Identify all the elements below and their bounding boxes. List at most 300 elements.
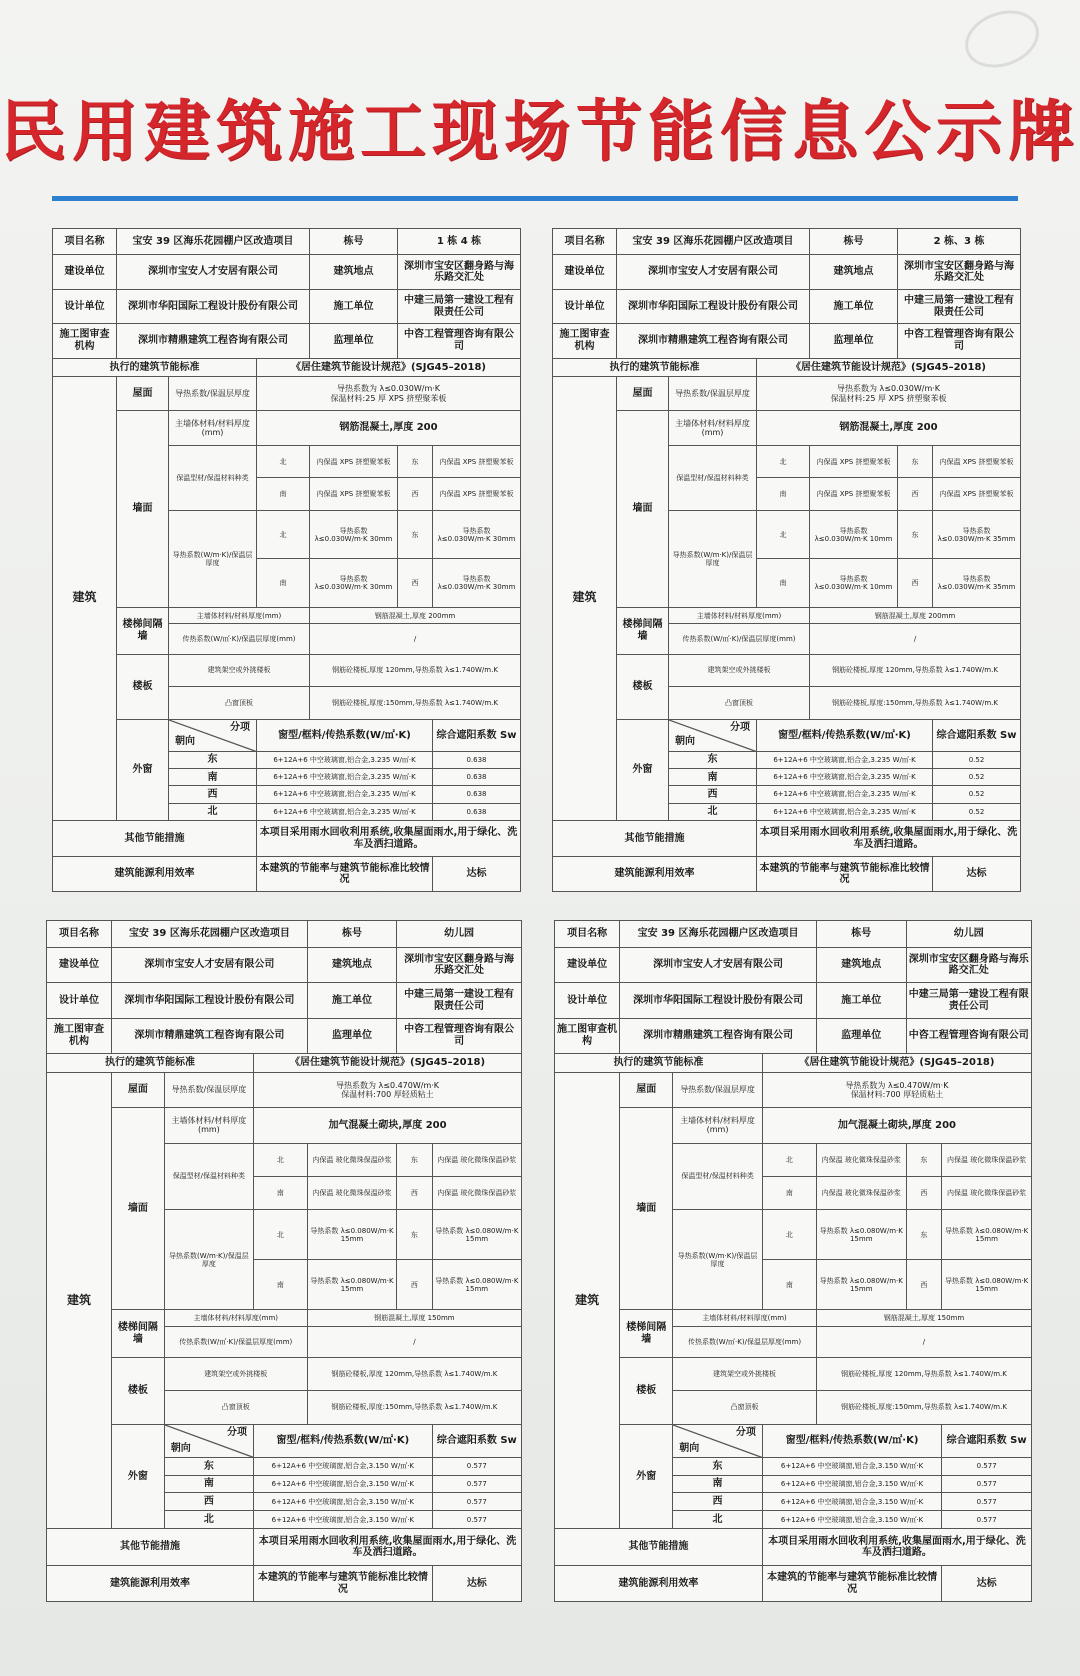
project-name-value: 宝安 39 区海乐花园棚户区改造项目 bbox=[111, 921, 307, 948]
window-dir: 南 bbox=[673, 1475, 763, 1493]
floor-item-overhang: 建筑架空或外挑楼板 bbox=[164, 1358, 307, 1391]
contractor-label: 施工单位 bbox=[307, 983, 396, 1018]
conductivity-label: 导热系数(W/m·K)/保温层厚度 bbox=[673, 1210, 763, 1310]
building-section-label: 建筑 bbox=[555, 1072, 620, 1528]
window-sub-label: 分项 bbox=[227, 1426, 248, 1438]
standard-label: 执行的建筑节能标准 bbox=[47, 1054, 254, 1073]
insulation-type-label: 保温型材/保温材料种类 bbox=[164, 1143, 253, 1210]
wall-north-label: 北 bbox=[254, 1143, 308, 1176]
stair-heat-label: 传热系数(W/㎡·K)/保温层厚度(mm) bbox=[669, 624, 810, 654]
standard-value: 《居住建筑节能设计规范》(SJG45–2018) bbox=[254, 1054, 522, 1073]
insulation-west: 内保温 XPS 挤塑聚苯板 bbox=[933, 478, 1021, 510]
floor-item-overhang: 建筑架空或外挑楼板 bbox=[673, 1358, 817, 1391]
review-label: 施工图审查机构 bbox=[47, 1018, 112, 1053]
cond-north-label: 北 bbox=[254, 1210, 308, 1260]
cond-west-label: 西 bbox=[397, 1260, 433, 1310]
building-no-label: 栋号 bbox=[307, 921, 396, 948]
stair-wall-label: 楼梯间隔墙 bbox=[617, 608, 669, 655]
conductivity-north: 导热系数 λ≤0.030W/m·K 30mm bbox=[310, 510, 398, 559]
cond-south-label: 南 bbox=[757, 559, 810, 608]
conductivity-east: 导热系数 λ≤0.030W/m·K 30mm bbox=[433, 510, 521, 559]
info-table-kindergarten-left bbox=[46, 920, 522, 1602]
wall-material-label: 主墙体材料/材料厚度(mm) bbox=[164, 1108, 253, 1143]
roof-value-conductivity: 导热系数为 λ≤0.470W/m·K bbox=[845, 1080, 949, 1090]
watermark-logo-icon bbox=[957, 1, 1047, 78]
window-spec-header: 窗型/框料/传热系数(W/㎡·K) bbox=[757, 719, 933, 751]
conductivity-label: 导热系数(W/m·K)/保温层厚度 bbox=[164, 1210, 253, 1310]
roof-value-conductivity: 导热系数为 λ≤0.470W/m·K bbox=[335, 1080, 440, 1090]
stair-wall-label: 楼梯间隔墙 bbox=[117, 608, 169, 655]
conductivity-label: 导热系数(W/m·K)/保温层厚度 bbox=[169, 510, 257, 607]
insulation-type-label: 保温型材/保温材料种类 bbox=[169, 445, 257, 510]
wall-material-label: 主墙体材料/材料厚度(mm) bbox=[673, 1108, 763, 1143]
project-name-label: 项目名称 bbox=[555, 921, 620, 948]
window-sw: 0.52 bbox=[933, 803, 1021, 820]
efficiency-label: 建筑能源利用效率 bbox=[553, 857, 757, 892]
supervisor-value: 中咨工程管理咨询有限公司 bbox=[398, 324, 521, 358]
conductivity-south: 导热系数 λ≤0.080W/m·K 15mm bbox=[816, 1260, 906, 1310]
insulation-south: 内保温 玻化微珠保温砂浆 bbox=[816, 1176, 906, 1209]
designer-value: 深圳市华阳国际工程设计股份有限公司 bbox=[111, 983, 307, 1018]
window-orient-label: 朝向 bbox=[679, 1442, 700, 1454]
project-name-value: 宝安 39 区海乐花园棚户区改造项目 bbox=[620, 921, 817, 948]
other-measures-label: 其他节能措施 bbox=[553, 820, 757, 856]
review-label: 施工图审查机构 bbox=[53, 324, 117, 358]
standard-value: 《居住建筑节能设计规范》(SJG45–2018) bbox=[257, 358, 521, 376]
window-spec: 6+12A+6 中空玻璃窗,铝合金,3.150 W/㎡·K bbox=[254, 1458, 433, 1476]
wall-north-label: 北 bbox=[257, 445, 310, 477]
insulation-type-label: 保温型材/保温材料种类 bbox=[669, 445, 757, 510]
wall-west-label: 西 bbox=[397, 1176, 433, 1209]
review-value: 深圳市精鼎建筑工程咨询有限公司 bbox=[111, 1018, 307, 1053]
standard-label: 执行的建筑节能标准 bbox=[53, 358, 257, 376]
insulation-type-label: 保温型材/保温材料种类 bbox=[673, 1143, 763, 1210]
other-measures-value: 本项目采用雨水回收利用系统,收集屋面雨水,用于绿化、洗车及洒扫道路。 bbox=[757, 820, 1021, 856]
wall-material-label: 主墙体材料/材料厚度(mm) bbox=[169, 411, 257, 445]
contractor-value: 中建三局第一建设工程有限责任公司 bbox=[398, 289, 521, 323]
standard-value: 《居住建筑节能设计规范》(SJG45–2018) bbox=[757, 358, 1021, 376]
floor-value-overhang: 钢筋砼楼板,厚度 120mm,导热系数 λ≤1.740W/m.K bbox=[816, 1358, 1031, 1391]
window-spec: 6+12A+6 中空玻璃窗,铝合金,3.235 W/㎡·K bbox=[757, 751, 933, 768]
site-label: 建筑地点 bbox=[307, 948, 396, 983]
window-dir: 北 bbox=[673, 1511, 763, 1529]
window-label: 外窗 bbox=[117, 719, 169, 820]
window-sw: 0.577 bbox=[942, 1493, 1032, 1511]
designer-label: 设计单位 bbox=[53, 289, 117, 323]
window-dir: 西 bbox=[169, 786, 257, 803]
contractor-value: 中建三局第一建设工程有限责任公司 bbox=[906, 983, 1031, 1018]
conductivity-south: 导热系数 λ≤0.080W/m·K 15mm bbox=[307, 1260, 396, 1310]
conductivity-east: 导热系数 λ≤0.030W/m·K 35mm bbox=[933, 510, 1021, 559]
roof-value bbox=[254, 1072, 522, 1107]
roof-value-material: 保温材料:25 厚 XPS 挤塑聚苯板 bbox=[830, 393, 947, 403]
other-measures-value: 本项目采用雨水回收利用系统,收集屋面雨水,用于绿化、洗车及洒扫道路。 bbox=[257, 820, 521, 856]
project-name-value: 宝安 39 区海乐花园棚户区改造项目 bbox=[617, 229, 810, 255]
builder-value: 深圳市宝安人才安居有限公司 bbox=[617, 255, 810, 289]
insulation-north: 内保温 XPS 挤塑聚苯板 bbox=[810, 445, 898, 477]
window-spec: 6+12A+6 中空玻璃窗,铝合金,3.235 W/㎡·K bbox=[257, 803, 433, 820]
stair-heat-label: 传热系数(W/㎡·K)/保温层厚度(mm) bbox=[164, 1326, 307, 1357]
window-spec: 6+12A+6 中空玻璃窗,铝合金,3.235 W/㎡·K bbox=[257, 786, 433, 803]
building-no-value: 2 栋、3 栋 bbox=[898, 229, 1021, 255]
wall-material-value: 钢筋混凝土,厚度 200 bbox=[257, 411, 521, 445]
floor-slab-label: 楼板 bbox=[617, 654, 669, 719]
other-measures-label: 其他节能措施 bbox=[47, 1528, 254, 1566]
roof-item: 导热系数/保温层厚度 bbox=[164, 1072, 253, 1107]
efficiency-label: 建筑能源利用效率 bbox=[555, 1566, 763, 1602]
stair-material-label: 主墙体材料/材料厚度(mm) bbox=[164, 1310, 307, 1327]
window-sw: 0.577 bbox=[942, 1475, 1032, 1493]
efficiency-compare: 本建筑的节能率与建筑节能标准比较情况 bbox=[254, 1566, 433, 1602]
supervisor-label: 监理单位 bbox=[810, 324, 898, 358]
cond-north-label: 北 bbox=[257, 510, 310, 559]
roof-label: 屋面 bbox=[617, 376, 669, 410]
efficiency-result: 达标 bbox=[433, 857, 521, 892]
floor-item-bay-window: 凸窗顶板 bbox=[673, 1391, 817, 1424]
efficiency-result: 达标 bbox=[432, 1566, 521, 1602]
cond-west-label: 西 bbox=[398, 559, 433, 608]
other-measures-value: 本项目采用雨水回收利用系统,收集屋面雨水,用于绿化、洗车及洒扫道路。 bbox=[762, 1528, 1031, 1566]
insulation-east: 内保温 XPS 挤塑聚苯板 bbox=[433, 445, 521, 477]
builder-label: 建设单位 bbox=[53, 255, 117, 289]
window-spec: 6+12A+6 中空玻璃窗,铝合金,3.235 W/㎡·K bbox=[757, 803, 933, 820]
building-no-value: 1 栋 4 栋 bbox=[398, 229, 521, 255]
other-measures-value: 本项目采用雨水回收利用系统,收集屋面雨水,用于绿化、洗车及洒扫道路。 bbox=[254, 1528, 522, 1566]
stair-material-value: 钢筋混凝土,厚度 150mm bbox=[816, 1310, 1031, 1327]
floor-item-bay-window: 凸窗顶板 bbox=[164, 1391, 307, 1424]
efficiency-compare: 本建筑的节能率与建筑节能标准比较情况 bbox=[257, 857, 433, 892]
floor-value-bay-window: 钢筋砼楼板,厚度:150mm,导热系数 λ≤1.740W/m.K bbox=[310, 687, 521, 719]
window-dir: 东 bbox=[669, 751, 757, 768]
wall-north-label: 北 bbox=[757, 445, 810, 477]
contractor-label: 施工单位 bbox=[816, 983, 906, 1018]
supervisor-value: 中咨工程管理咨询有限公司 bbox=[906, 1018, 1031, 1053]
roof-value-material: 保温材料:25 厚 XPS 挤塑聚苯板 bbox=[330, 393, 447, 403]
conductivity-north: 导热系数 λ≤0.030W/m·K 10mm bbox=[810, 510, 898, 559]
builder-label: 建设单位 bbox=[555, 948, 620, 983]
window-dir: 东 bbox=[169, 751, 257, 768]
builder-label: 建设单位 bbox=[47, 948, 112, 983]
stair-heat-label: 传热系数(W/㎡·K)/保温层厚度(mm) bbox=[169, 624, 310, 654]
standard-label: 执行的建筑节能标准 bbox=[553, 358, 757, 376]
floor-slab-label: 楼板 bbox=[111, 1358, 164, 1425]
conductivity-west: 导热系数 λ≤0.080W/m·K 15mm bbox=[942, 1260, 1032, 1310]
stair-wall-label: 楼梯间隔墙 bbox=[111, 1310, 164, 1358]
floor-value-bay-window: 钢筋砼楼板,厚度:150mm,导热系数 λ≤1.740W/m.K bbox=[810, 687, 1021, 719]
site-value: 深圳市宝安区翻身路与海乐路交汇处 bbox=[906, 948, 1031, 983]
stair-material-value: 钢筋混凝土,厚度 200mm bbox=[310, 608, 521, 624]
window-sw: 0.577 bbox=[942, 1511, 1032, 1529]
designer-value: 深圳市华阳国际工程设计股份有限公司 bbox=[117, 289, 310, 323]
roof-value bbox=[257, 376, 521, 410]
project-name-label: 项目名称 bbox=[47, 921, 112, 948]
window-label: 外窗 bbox=[620, 1424, 673, 1528]
insulation-north: 内保温 XPS 挤塑聚苯板 bbox=[310, 445, 398, 477]
builder-value: 深圳市宝安人才安居有限公司 bbox=[620, 948, 817, 983]
builder-value: 深圳市宝安人才安居有限公司 bbox=[111, 948, 307, 983]
wall-south-label: 南 bbox=[257, 478, 310, 510]
conductivity-west: 导热系数 λ≤0.030W/m·K 35mm bbox=[933, 559, 1021, 608]
cond-south-label: 南 bbox=[257, 559, 310, 608]
wall-south-label: 南 bbox=[254, 1176, 308, 1209]
window-header-corner bbox=[673, 1424, 763, 1457]
stair-wall-label: 楼梯间隔墙 bbox=[620, 1310, 673, 1358]
window-spec: 6+12A+6 中空玻璃窗,铝合金,3.150 W/㎡·K bbox=[762, 1511, 941, 1529]
wall-material-label: 主墙体材料/材料厚度(mm) bbox=[669, 411, 757, 445]
floor-value-bay-window: 钢筋砼楼板,厚度:150mm,导热系数 λ≤1.740W/m.K bbox=[307, 1391, 521, 1424]
cond-south-label: 南 bbox=[762, 1260, 816, 1310]
wall-east-label: 东 bbox=[398, 445, 433, 477]
building-no-label: 栋号 bbox=[810, 229, 898, 255]
insulation-south: 内保温 玻化微珠保温砂浆 bbox=[307, 1176, 396, 1209]
stair-material-value: 钢筋混凝土,厚度 150mm bbox=[307, 1310, 521, 1327]
standard-label: 执行的建筑节能标准 bbox=[555, 1054, 763, 1073]
builder-value: 深圳市宝安人才安居有限公司 bbox=[117, 255, 310, 289]
window-header-corner bbox=[164, 1424, 253, 1457]
wall-label: 墙面 bbox=[620, 1108, 673, 1310]
conductivity-label: 导热系数(W/m·K)/保温层厚度 bbox=[669, 510, 757, 607]
efficiency-result: 达标 bbox=[942, 1566, 1032, 1602]
info-table-kindergarten-right bbox=[554, 920, 1032, 1602]
window-dir: 北 bbox=[169, 803, 257, 820]
window-sw: 0.52 bbox=[933, 786, 1021, 803]
designer-value: 深圳市华阳国际工程设计股份有限公司 bbox=[620, 983, 817, 1018]
window-spec: 6+12A+6 中空玻璃窗,铝合金,3.150 W/㎡·K bbox=[762, 1458, 941, 1476]
floor-value-bay-window: 钢筋砼楼板,厚度:150mm,导热系数 λ≤1.740W/m.K bbox=[816, 1391, 1031, 1424]
roof-value bbox=[757, 376, 1021, 410]
window-sw: 0.638 bbox=[433, 803, 521, 820]
window-sub-label: 分项 bbox=[735, 1426, 756, 1438]
floor-item-bay-window: 凸窗顶板 bbox=[169, 687, 310, 719]
floor-value-overhang: 钢筋砼楼板,厚度 120mm,导热系数 λ≤1.740W/m.K bbox=[810, 654, 1021, 686]
insulation-south: 内保温 XPS 挤塑聚苯板 bbox=[310, 478, 398, 510]
cond-north-label: 北 bbox=[762, 1210, 816, 1260]
building-section-label: 建筑 bbox=[553, 376, 617, 820]
wall-label: 墙面 bbox=[117, 411, 169, 608]
window-spec: 6+12A+6 中空玻璃窗,铝合金,3.150 W/㎡·K bbox=[762, 1493, 941, 1511]
floor-value-overhang: 钢筋砼楼板,厚度 120mm,导热系数 λ≤1.740W/m.K bbox=[307, 1358, 521, 1391]
window-sw-header: 综合遮阳系数 Sw bbox=[942, 1424, 1032, 1457]
stair-material-value: 钢筋混凝土,厚度 200mm bbox=[810, 608, 1021, 624]
roof-value bbox=[762, 1072, 1031, 1107]
floor-item-bay-window: 凸窗顶板 bbox=[669, 687, 810, 719]
window-sw: 0.577 bbox=[432, 1511, 521, 1529]
window-spec: 6+12A+6 中空玻璃窗,铝合金,3.235 W/㎡·K bbox=[757, 786, 933, 803]
window-spec: 6+12A+6 中空玻璃窗,铝合金,3.235 W/㎡·K bbox=[257, 751, 433, 768]
supervisor-value: 中咨工程管理咨询有限公司 bbox=[898, 324, 1021, 358]
window-label: 外窗 bbox=[111, 1424, 164, 1528]
supervisor-label: 监理单位 bbox=[816, 1018, 906, 1053]
standard-value: 《居住建筑节能设计规范》(SJG45–2018) bbox=[762, 1054, 1031, 1073]
cond-west-label: 西 bbox=[898, 559, 933, 608]
wall-material-value: 钢筋混凝土,厚度 200 bbox=[757, 411, 1021, 445]
insulation-west: 内保温 XPS 挤塑聚苯板 bbox=[433, 478, 521, 510]
window-sw: 0.577 bbox=[432, 1493, 521, 1511]
insulation-north: 内保温 玻化微珠保温砂浆 bbox=[307, 1143, 396, 1176]
insulation-east: 内保温 XPS 挤塑聚苯板 bbox=[933, 445, 1021, 477]
roof-label: 屋面 bbox=[117, 376, 169, 410]
stair-heat-value: / bbox=[810, 624, 1021, 654]
other-measures-label: 其他节能措施 bbox=[555, 1528, 763, 1566]
supervisor-label: 监理单位 bbox=[307, 1018, 396, 1053]
window-spec-header: 窗型/框料/传热系数(W/㎡·K) bbox=[254, 1424, 433, 1457]
building-no-label: 栋号 bbox=[816, 921, 906, 948]
window-spec: 6+12A+6 中空玻璃窗,铝合金,3.235 W/㎡·K bbox=[757, 769, 933, 786]
conductivity-west: 导热系数 λ≤0.080W/m·K 15mm bbox=[432, 1260, 521, 1310]
floor-item-overhang: 建筑架空或外挑楼板 bbox=[669, 654, 810, 686]
window-dir: 南 bbox=[669, 769, 757, 786]
wall-material-value: 加气混凝土砌块,厚度 200 bbox=[254, 1108, 522, 1143]
efficiency-compare: 本建筑的节能率与建筑节能标准比较情况 bbox=[757, 857, 933, 892]
window-header-corner bbox=[169, 719, 257, 751]
contractor-value: 中建三局第一建设工程有限责任公司 bbox=[898, 289, 1021, 323]
site-label: 建筑地点 bbox=[310, 255, 398, 289]
roof-label: 屋面 bbox=[620, 1072, 673, 1107]
cond-east-label: 东 bbox=[398, 510, 433, 559]
floor-slab-label: 楼板 bbox=[117, 654, 169, 719]
site-value: 深圳市宝安区翻身路与海乐路交汇处 bbox=[398, 255, 521, 289]
roof-value-conductivity: 导热系数为 λ≤0.030W/m·K bbox=[336, 384, 441, 394]
contractor-label: 施工单位 bbox=[310, 289, 398, 323]
window-dir: 南 bbox=[164, 1475, 253, 1493]
window-sw-header: 综合遮阳系数 Sw bbox=[933, 719, 1021, 751]
window-sw: 0.577 bbox=[432, 1475, 521, 1493]
floor-item-overhang: 建筑架空或外挑楼板 bbox=[169, 654, 310, 686]
designer-label: 设计单位 bbox=[553, 289, 617, 323]
building-no-value: 幼儿园 bbox=[397, 921, 522, 948]
stair-material-label: 主墙体材料/材料厚度(mm) bbox=[169, 608, 310, 624]
wall-west-label: 西 bbox=[906, 1176, 942, 1209]
window-orient-label: 朝向 bbox=[175, 736, 195, 748]
wall-label: 墙面 bbox=[617, 411, 669, 608]
info-table-buildings-2-3 bbox=[552, 228, 1021, 892]
project-name-label: 项目名称 bbox=[53, 229, 117, 255]
window-dir: 西 bbox=[669, 786, 757, 803]
supervisor-label: 监理单位 bbox=[310, 324, 398, 358]
efficiency-label: 建筑能源利用效率 bbox=[47, 1566, 254, 1602]
window-dir: 东 bbox=[164, 1458, 253, 1476]
roof-value-material: 保温材料:700 厚轻质粘土 bbox=[341, 1090, 434, 1100]
review-label: 施工图审查机构 bbox=[555, 1018, 620, 1053]
roof-item: 导热系数/保温层厚度 bbox=[169, 376, 257, 410]
insulation-west: 内保温 玻化微珠保温砂浆 bbox=[432, 1176, 521, 1209]
designer-label: 设计单位 bbox=[555, 983, 620, 1018]
roof-item: 导热系数/保温层厚度 bbox=[669, 376, 757, 410]
window-sw: 0.52 bbox=[933, 769, 1021, 786]
window-spec: 6+12A+6 中空玻璃窗,铝合金,3.235 W/㎡·K bbox=[257, 769, 433, 786]
window-label: 外窗 bbox=[617, 719, 669, 820]
roof-value-conductivity: 导热系数为 λ≤0.030W/m·K bbox=[836, 384, 941, 394]
wall-south-label: 南 bbox=[757, 478, 810, 510]
contractor-value: 中建三局第一建设工程有限责任公司 bbox=[397, 983, 522, 1018]
project-name-label: 项目名称 bbox=[553, 229, 617, 255]
window-sw-header: 综合遮阳系数 Sw bbox=[432, 1424, 521, 1457]
stair-heat-value: / bbox=[816, 1326, 1031, 1357]
stair-heat-value: / bbox=[310, 624, 521, 654]
wall-west-label: 西 bbox=[398, 478, 433, 510]
building-no-label: 栋号 bbox=[310, 229, 398, 255]
review-label: 施工图审查机构 bbox=[553, 324, 617, 358]
conductivity-south: 导热系数 λ≤0.030W/m·K 10mm bbox=[810, 559, 898, 608]
efficiency-result: 达标 bbox=[933, 857, 1021, 892]
wall-east-label: 东 bbox=[397, 1143, 433, 1176]
window-sw: 0.577 bbox=[942, 1458, 1032, 1476]
window-dir: 南 bbox=[169, 769, 257, 786]
floor-slab-label: 楼板 bbox=[620, 1358, 673, 1425]
window-spec: 6+12A+6 中空玻璃窗,铝合金,3.150 W/㎡·K bbox=[254, 1511, 433, 1529]
stair-material-label: 主墙体材料/材料厚度(mm) bbox=[673, 1310, 817, 1327]
wall-south-label: 南 bbox=[762, 1176, 816, 1209]
insulation-south: 内保温 XPS 挤塑聚苯板 bbox=[810, 478, 898, 510]
designer-value: 深圳市华阳国际工程设计股份有限公司 bbox=[617, 289, 810, 323]
cond-east-label: 东 bbox=[397, 1210, 433, 1260]
cond-east-label: 东 bbox=[906, 1210, 942, 1260]
floor-value-overhang: 钢筋砼楼板,厚度 120mm,导热系数 λ≤1.740W/m.K bbox=[310, 654, 521, 686]
wall-west-label: 西 bbox=[898, 478, 933, 510]
window-spec: 6+12A+6 中空玻璃窗,铝合金,3.150 W/㎡·K bbox=[762, 1475, 941, 1493]
insulation-east: 内保温 玻化微珠保温砂浆 bbox=[432, 1143, 521, 1176]
conductivity-west: 导热系数 λ≤0.030W/m·K 30mm bbox=[433, 559, 521, 608]
window-dir: 西 bbox=[673, 1493, 763, 1511]
efficiency-compare: 本建筑的节能率与建筑节能标准比较情况 bbox=[762, 1566, 941, 1602]
cond-south-label: 南 bbox=[254, 1260, 308, 1310]
efficiency-label: 建筑能源利用效率 bbox=[53, 857, 257, 892]
window-sw: 0.638 bbox=[433, 786, 521, 803]
roof-item: 导热系数/保温层厚度 bbox=[673, 1072, 763, 1107]
building-section-label: 建筑 bbox=[53, 376, 117, 820]
window-sw: 0.638 bbox=[433, 751, 521, 768]
review-value: 深圳市精鼎建筑工程咨询有限公司 bbox=[117, 324, 310, 358]
project-name-value: 宝安 39 区海乐花园棚户区改造项目 bbox=[117, 229, 310, 255]
conductivity-north: 导热系数 λ≤0.080W/m·K 15mm bbox=[307, 1210, 396, 1260]
cond-west-label: 西 bbox=[906, 1260, 942, 1310]
window-dir: 西 bbox=[164, 1493, 253, 1511]
cond-east-label: 东 bbox=[898, 510, 933, 559]
window-header-corner bbox=[669, 719, 757, 751]
conductivity-north: 导热系数 λ≤0.080W/m·K 15mm bbox=[816, 1210, 906, 1260]
site-label: 建筑地点 bbox=[816, 948, 906, 983]
window-sub-label: 分项 bbox=[230, 721, 250, 733]
window-spec-header: 窗型/框料/传热系数(W/㎡·K) bbox=[762, 1424, 941, 1457]
window-spec: 6+12A+6 中空玻璃窗,铝合金,3.150 W/㎡·K bbox=[254, 1475, 433, 1493]
building-section-label: 建筑 bbox=[47, 1072, 112, 1528]
window-spec-header: 窗型/框料/传热系数(W/㎡·K) bbox=[257, 719, 433, 751]
stair-heat-value: / bbox=[307, 1326, 521, 1357]
building-no-value: 幼儿园 bbox=[906, 921, 1031, 948]
window-sw: 0.52 bbox=[933, 751, 1021, 768]
insulation-east: 内保温 玻化微珠保温砂浆 bbox=[942, 1143, 1032, 1176]
insulation-west: 内保温 玻化微珠保温砂浆 bbox=[942, 1176, 1032, 1209]
window-sw-header: 综合遮阳系数 Sw bbox=[433, 719, 521, 751]
roof-value-material: 保温材料:700 厚轻质粘土 bbox=[850, 1090, 944, 1100]
insulation-north: 内保温 玻化微珠保温砂浆 bbox=[816, 1143, 906, 1176]
stair-heat-label: 传热系数(W/㎡·K)/保温层厚度(mm) bbox=[673, 1326, 817, 1357]
site-label: 建筑地点 bbox=[810, 255, 898, 289]
site-value: 深圳市宝安区翻身路与海乐路交汇处 bbox=[898, 255, 1021, 289]
board-title: 民用建筑施工现场节能信息公示牌 bbox=[0, 92, 1080, 170]
window-dir: 北 bbox=[669, 803, 757, 820]
contractor-label: 施工单位 bbox=[810, 289, 898, 323]
designer-label: 设计单位 bbox=[47, 983, 112, 1018]
window-orient-label: 朝向 bbox=[170, 1442, 191, 1454]
conductivity-east: 导热系数 λ≤0.080W/m·K 15mm bbox=[432, 1210, 521, 1260]
review-value: 深圳市精鼎建筑工程咨询有限公司 bbox=[620, 1018, 817, 1053]
cond-north-label: 北 bbox=[757, 510, 810, 559]
conductivity-east: 导热系数 λ≤0.080W/m·K 15mm bbox=[942, 1210, 1032, 1260]
title-underline bbox=[52, 196, 1018, 201]
window-sw: 0.577 bbox=[432, 1458, 521, 1476]
wall-label: 墙面 bbox=[111, 1108, 164, 1310]
